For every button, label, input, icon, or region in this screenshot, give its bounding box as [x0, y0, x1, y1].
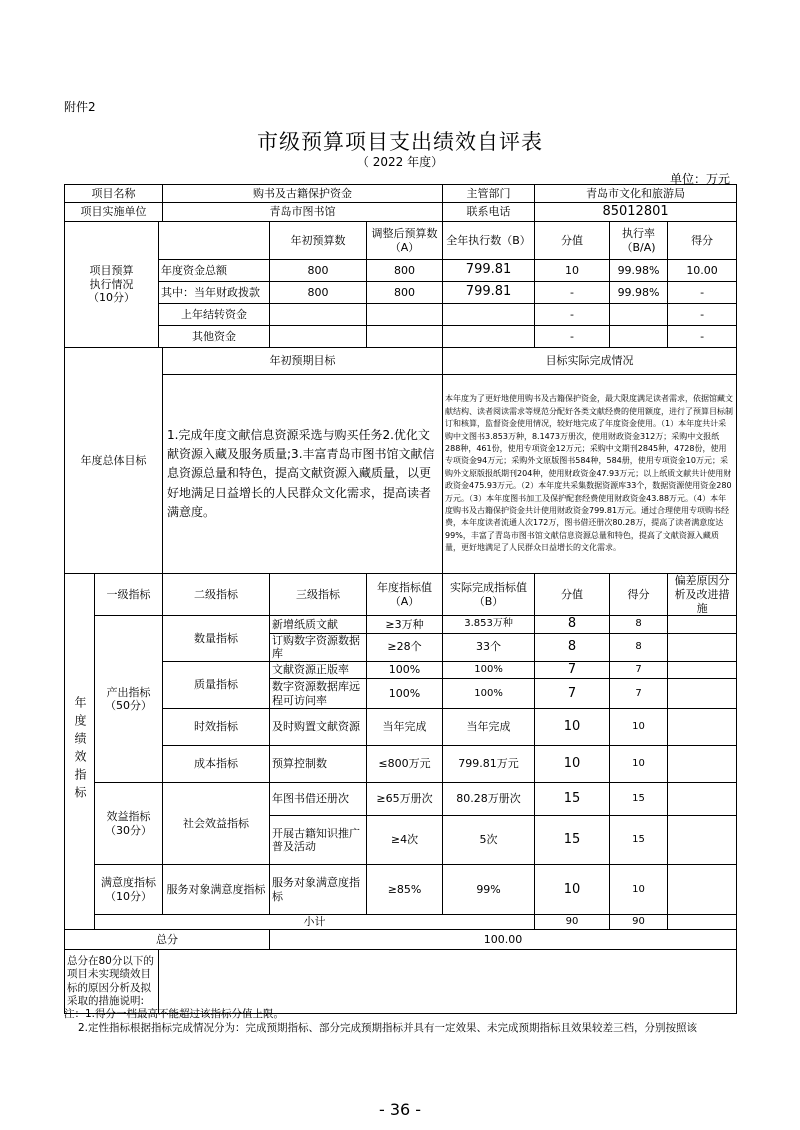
actual-goal-text: 本年度为了更好地使用购书及古籍保护资金，最大限度满足读者需求，依据馆藏文献结构、读者阅读需求等规范分配好各类文献经费的使用额度，进行了预算目标制订和核算，监督资金使用情况，较好地完成了年度资金使用。（1）本年度共计采购中文图书3.853万种，8.1473万册次，使用财政资金312万；采购中文报纸288种，461份，使用专项资金12万元；采购中文期刊2845种，4728份，使用专项资金94万元；采购外文原版图书584种，584册，使用专项资金10万元；采购外文原版报纸期刊204种，使用财政资金47.93万元；以上纸质文献共计使用财政资金475.93万元。（2）本年度共采集数据资源库33个，数据资源使用资金280万元。（3）本年度图书加工及保护配套经费使用财政资金43.88万元。（4）本年度购书及古籍保护资金共计使用财政资金799.81万元。通过合理使用专项购书经费，本年度读者流通人次172万，图书借还册次80.28万，提高了读者满意度达99%，丰富了青岛市图书馆文献信息资源总量和特色，提高了文献资源入藏质量，更好地满足了人民群众日益增长的文化需求。 [443, 375, 737, 574]
score-cell: 15 [535, 783, 610, 816]
points-cell: 7 [610, 679, 668, 709]
unit-label: 单位：万元 [669, 172, 730, 186]
evaluation-table [64, 184, 737, 1014]
score-cell: 8 [535, 616, 610, 633]
project-name-label: 项目名称 [65, 185, 163, 203]
subtotal-label: 小计 [95, 915, 535, 930]
budget-cell: - [668, 304, 737, 326]
points-cell: 15 [610, 816, 668, 865]
budget-row-label: 其他资金 [159, 326, 270, 348]
budget-cell: 10.00 [668, 260, 737, 282]
col-l3: 三级指标 [270, 574, 367, 616]
initial-goal-text: 1.完成年度文献信息资源采选与购买任务2.优化文献资源入藏及服务质量;3.丰富青岛市图书馆文献信息资源总量和特色，提高文献资源入藏质量，以更好地满足日益增长的人民群众文化需求，提高读者满意度。 [163, 375, 443, 574]
score-cell: 10 [535, 865, 610, 915]
budget-row-label: 年度资金总额 [159, 260, 270, 282]
note-2: 2.定性指标根据指标完成情况分为：完成预期指标、部分完成预期指标并具有一定效果、未完成预期指标且效果较差三档，分别按照该 [78, 1022, 698, 1034]
l3-cell: 预算控制数 [270, 746, 367, 783]
target-cell: 100% [367, 679, 443, 709]
budget-cell: 99.98% [610, 260, 668, 282]
project-name: 购书及古籍保护资金 [163, 185, 443, 203]
reason-cell [668, 783, 737, 816]
dept-label: 主管部门 [443, 185, 535, 203]
budget-row-label: 上年结转资金 [159, 304, 270, 326]
target-cell: 100% [367, 662, 443, 679]
l2-satisfaction: 服务对象满意度指标 [163, 865, 270, 915]
col-l2: 二级指标 [163, 574, 270, 616]
col-initial-budget: 年初预算数 [270, 222, 367, 260]
points-cell: 10 [610, 709, 668, 746]
page-number: - 36 - [378, 1100, 422, 1119]
col-adjusted-budget: 调整后预算数（A） [367, 222, 443, 260]
actual-cell: 100% [443, 679, 535, 709]
reason-cell [668, 679, 737, 709]
score-cell: 7 [535, 662, 610, 679]
budget-cell: 799.81 [443, 282, 535, 304]
budget-cell: 99.98% [610, 282, 668, 304]
score-cell: 7 [535, 679, 610, 709]
l2-quality: 质量指标 [163, 662, 270, 709]
budget-cell: 10 [535, 260, 610, 282]
reason-cell [668, 746, 737, 783]
budget-cell [367, 304, 443, 326]
budget-cell [610, 326, 668, 348]
total-value: 100.00 [270, 930, 737, 950]
reason-cell [668, 662, 737, 679]
subtotal-points: 90 [610, 915, 668, 930]
total-label: 总分 [65, 930, 270, 950]
subtotal-score: 90 [535, 915, 610, 930]
subtotal-blank [668, 915, 737, 930]
points-cell: 10 [610, 746, 668, 783]
budget-cell: - [668, 282, 737, 304]
note-1: 注：1.得分一档最高不能超过该指标分值上限。 [64, 1008, 285, 1020]
actual-cell: 80.28万册次 [443, 783, 535, 816]
points-cell: 15 [610, 783, 668, 816]
l3-cell: 文献资源正版率 [270, 662, 367, 679]
l3-cell: 订购数字资源数据库 [270, 633, 367, 662]
reason-cell [668, 616, 737, 633]
actual-cell: 99% [443, 865, 535, 915]
budget-cell [367, 326, 443, 348]
actual-cell: 当年完成 [443, 709, 535, 746]
points-cell: 8 [610, 616, 668, 633]
phone-label: 联系电话 [443, 203, 535, 222]
target-cell: ≥4次 [367, 816, 443, 865]
budget-section-line1: 项目预算 [89, 263, 134, 277]
target-cell: ≥28个 [367, 633, 443, 662]
reason-cell [668, 709, 737, 746]
l1-benefit: 效益指标（30分） [95, 783, 163, 865]
budget-cell [270, 326, 367, 348]
col-rate: 执行率（B/A) [610, 222, 668, 260]
col-target: 年度指标值（A） [367, 574, 443, 616]
budget-section-line2: 执行情况 [89, 277, 134, 291]
points-cell: 10 [610, 865, 668, 915]
budget-cell: 800 [367, 260, 443, 282]
attachment-label: 附件2 [64, 100, 96, 114]
phone-value: 85012801 [535, 203, 737, 222]
col-score: 分值 [535, 222, 610, 260]
impl-unit: 青岛市图书馆 [163, 203, 443, 222]
col-ind-score: 分值 [535, 574, 610, 616]
budget-cell: 800 [270, 260, 367, 282]
target-cell: ≥65万册次 [367, 783, 443, 816]
budget-cell: 800 [270, 282, 367, 304]
col-reason: 偏差原因分析及改进措施 [668, 574, 737, 616]
actual-cell: 5次 [443, 816, 535, 865]
dept-value: 青岛市文化和旅游局 [535, 185, 737, 203]
points-cell: 8 [610, 633, 668, 662]
l2-timeliness: 时效指标 [163, 709, 270, 746]
l3-cell: 开展古籍知识推广普及活动 [270, 816, 367, 865]
budget-cell: 799.81 [443, 260, 535, 282]
score-cell: 15 [535, 816, 610, 865]
budget-cell [443, 326, 535, 348]
target-cell: ≥3万种 [367, 616, 443, 633]
col-points: 得分 [668, 222, 737, 260]
l2-cost: 成本指标 [163, 746, 270, 783]
reason-label: 总分在80分以下的项目未实现绩效目标的原因分析及拟采取的措施说明: [65, 950, 159, 1014]
col-ind-points: 得分 [610, 574, 668, 616]
actual-goal-label: 目标实际完成情况 [443, 348, 737, 375]
col-l1: 一级指标 [95, 574, 163, 616]
report-year: （ 2022 年度） [356, 155, 444, 169]
budget-cell: - [535, 326, 610, 348]
score-cell: 10 [535, 709, 610, 746]
actual-cell: 799.81万元 [443, 746, 535, 783]
target-cell: 当年完成 [367, 709, 443, 746]
col-executed: 全年执行数（B） [443, 222, 535, 260]
indicators-section-text: 年度绩效指标 [73, 695, 87, 804]
budget-cell [443, 304, 535, 326]
budget-section-label [65, 222, 159, 348]
reason-text [159, 950, 737, 1014]
budget-cell: - [535, 304, 610, 326]
l3-cell: 年图书借还册次 [270, 783, 367, 816]
reason-cell [668, 816, 737, 865]
score-cell: 8 [535, 633, 610, 662]
l3-cell: 服务对象满意度指标 [270, 865, 367, 915]
goals-section-label: 年度总体目标 [65, 348, 163, 574]
budget-cell: 800 [367, 282, 443, 304]
impl-unit-label: 项目实施单位 [65, 203, 163, 222]
l1-output: 产出指标（50分） [95, 616, 163, 783]
indicators-section-label [65, 574, 95, 930]
initial-goal-label: 年初预期目标 [163, 348, 443, 375]
l1-satisfaction: 满意度指标（10分） [95, 865, 163, 915]
budget-cell: - [668, 326, 737, 348]
l3-cell: 新增纸质文献 [270, 616, 367, 633]
score-cell: 10 [535, 746, 610, 783]
budget-blank-header [159, 222, 270, 260]
target-cell: ≤800万元 [367, 746, 443, 783]
reason-cell [668, 633, 737, 662]
actual-cell: 33个 [443, 633, 535, 662]
l3-cell: 数字资源数据库远程可访问率 [270, 679, 367, 709]
target-cell: ≥85% [367, 865, 443, 915]
budget-cell [610, 304, 668, 326]
l2-quantity: 数量指标 [163, 616, 270, 662]
l3-cell: 及时购置文献资源 [270, 709, 367, 746]
col-actual: 实际完成指标值（B） [443, 574, 535, 616]
budget-section-line3: （10分） [88, 291, 135, 305]
page-title: 市级预算项目支出绩效自评表 [257, 130, 543, 154]
points-cell: 7 [610, 662, 668, 679]
actual-cell: 3.853万种 [443, 616, 535, 633]
actual-cell: 100% [443, 662, 535, 679]
l2-social: 社会效益指标 [163, 783, 270, 865]
budget-row-label: 其中：当年财政拨款 [159, 282, 270, 304]
budget-cell: - [535, 282, 610, 304]
budget-cell [270, 304, 367, 326]
reason-cell [668, 865, 737, 915]
